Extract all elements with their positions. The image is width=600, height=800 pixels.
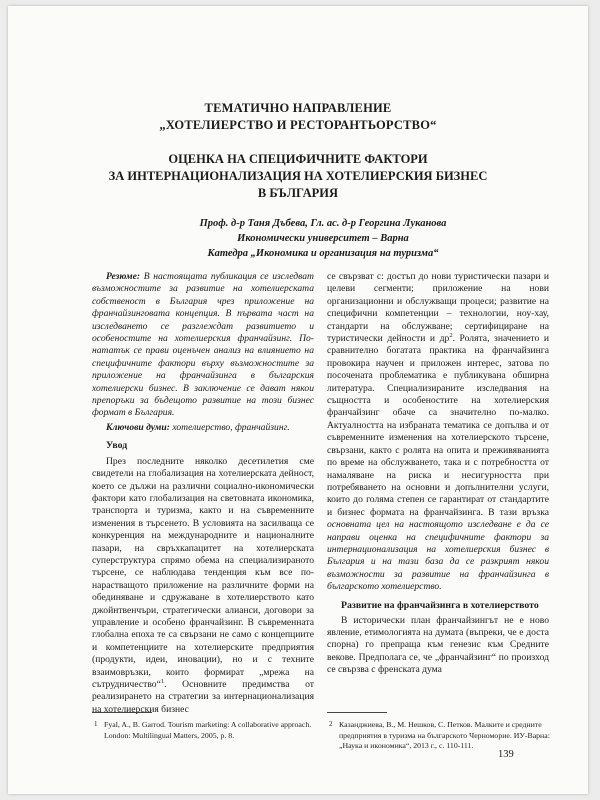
section-heading — [8, 100, 588, 134]
footnote-1-mark: 1 — [94, 720, 98, 728]
article-title-line-1: ОЦЕНКА НА СПЕЦИФИЧНИТЕ ФАКТОРИ — [168, 152, 428, 166]
article-title-line-2: ЗА ИНТЕРНАЦИОНАЛИЗАЦИЯ НА ХОТЕЛИЕРСКИЯ БИЗНЕС — [108, 169, 488, 183]
abstract-text: В настоящата публикация се изследват възможностите за развитие на хотелиерската собственост в България чрез приложение на франчайзинговата концепция. В първата част на изследването се разглеждат развитието и особеностите на хотелиерския франчайзинг. По-нататък се прави оценъчен анализ на влиянието на специфичните фактори върху възможностите за приложение на франчайзинга в българския хотелиерски бизнес. В заключение се дават някои препоръки за бъдещото развитие на този бизнес формат в България. — [92, 271, 314, 419]
intro-text-b: . Основните предимства от реализирането на стратегии за интернационализация на хотелиерския бизнес — [92, 679, 314, 715]
right-text-a: се свързват с: достъп до нови туристически пазари и целеви сегменти; приложение на нови организационни и обслужващи процеси; развитие на специфични компетенции – технологии, ноу-хау, стандарти на обслужване; сертифициране на туристически дейности и др — [327, 271, 549, 345]
footnote-1 — [94, 720, 326, 741]
intro-text-a: През последните няколко десетилетия сме свидетели на глобализация на хотелиерската дейност, което се дължи на различни социално-икономически фактори като глобализация на световната икономика, транспорта и туризма, както и на съвременните изменения в търсенето. В условията на засилваща се конкуренция на международните и националните пазари, на свръхкапацитет на хотелиерската суперструктура спрямо обема на специализираното търсене, се наблюдава тенденция към все по-нарастващото приложение на различните форми на обединяване и сдружаване в хотелиерството като джойнтвенчъри, стратегически алианси, договори за управление и особено франчайзинг. В съвременната глобална епоха те са свързани не само с концепциите и компетенциите на хотелиерските предприятия (продукти, идеи, иновации), но и с техните взаимовръзки, които формират „мрежа на сътрудничество“ — [92, 455, 314, 690]
keywords-text: хотелиерство, франчайзинг. — [172, 421, 290, 433]
left-column — [92, 271, 314, 716]
research-aim: основната цел на настоящото изследване е да се направи оценка на специфичните фактори за интернационализация на хотелиерския бизнес в България и на тази база да се разкрият някои възможности за развитие на франчайзинга в българското хотелиерство. — [327, 519, 549, 593]
abstract — [92, 271, 314, 420]
footnote-1-text: Fyal, A., B. Garrod. Tourism marketing: A collaborative approach. London: Multilingual Matters, 2005, p. 8. — [104, 720, 312, 740]
intro-heading: Увод — [106, 440, 128, 452]
article-title-line-3: В БЪЛГАРИЯ — [257, 186, 339, 200]
footnote-2 — [329, 720, 561, 752]
author-university: Икономически университет – Варна — [237, 233, 409, 244]
page-number: 139 — [498, 749, 514, 760]
abstract-label: Резюме: — [106, 271, 141, 282]
right-paragraph-1 — [327, 271, 549, 594]
footnote-2-text: Казанджиева, В., М. Нешков, С. Петков. Малките и средните предприятия в туризма на българското Черноморие. ИУ-Варна: „Наука и икономика“, 2013 г., с. 110-111. — [339, 720, 550, 750]
footnote-2-mark: 2 — [329, 720, 333, 728]
footnote-rule-right — [327, 712, 387, 713]
section-heading-line-2: „ХОТЕЛИЕРСТВО И РЕСТОРАНТЬОРСТВО“ — [159, 118, 437, 132]
author-department: Катедра „Икономика и организация на туризма“ — [207, 248, 439, 259]
author-names: Проф. д-р Таня Дъбева, Гл. ас. д-р Георгина Луканова — [199, 218, 447, 229]
right-column — [327, 271, 549, 677]
footnote-rule-left — [92, 712, 152, 713]
section-heading-line-1: ТЕМАТИЧНО НАПРАВЛЕНИЕ — [204, 101, 392, 115]
footnote-ref-1[interactable]: 1 — [160, 677, 165, 685]
franchise-section-heading: Развитие на франчайзинга в хотелиерството — [341, 599, 539, 611]
article-title — [8, 151, 588, 202]
keywords-label: Ключови думи: — [106, 421, 170, 433]
footnote-ref-2[interactable]: 2 — [449, 331, 453, 339]
intro-paragraph — [92, 456, 314, 717]
right-text-b: . Ролята, значението и сравнително богатата практика на франчайзинга провокира научен и приложен интерес, затова по посочената проблематика е публикувана обширна литература. Специализираните изследвания на същността и особеностите на хотелиерския франчайзинг обаче са значително по-малко. Актуалността на избраната тематика се допълва и от съвременните изменения на хотелиерското търсене, свързани, както с ролята на опита и преживяванията по време на обслужването, така и с потребността от намаляване на риска и несигурността при потребяването на основни и допълнителни услуги, които до голяма степен се гарантират от стандартите и бизнес формата на франчайзинга. В тази връзка — [327, 333, 550, 518]
author-block — [158, 216, 488, 261]
right-paragraph-2: В исторически план франчайзингът не е ново явление, етимологията на думата (въпреки, че е доста спорна) го препраща към генезис към Средните векове. Предполага се, че „франчайзинг“ по произход се свързва с френската дума — [327, 614, 549, 676]
paper-page — [8, 6, 588, 794]
keywords — [92, 422, 314, 434]
